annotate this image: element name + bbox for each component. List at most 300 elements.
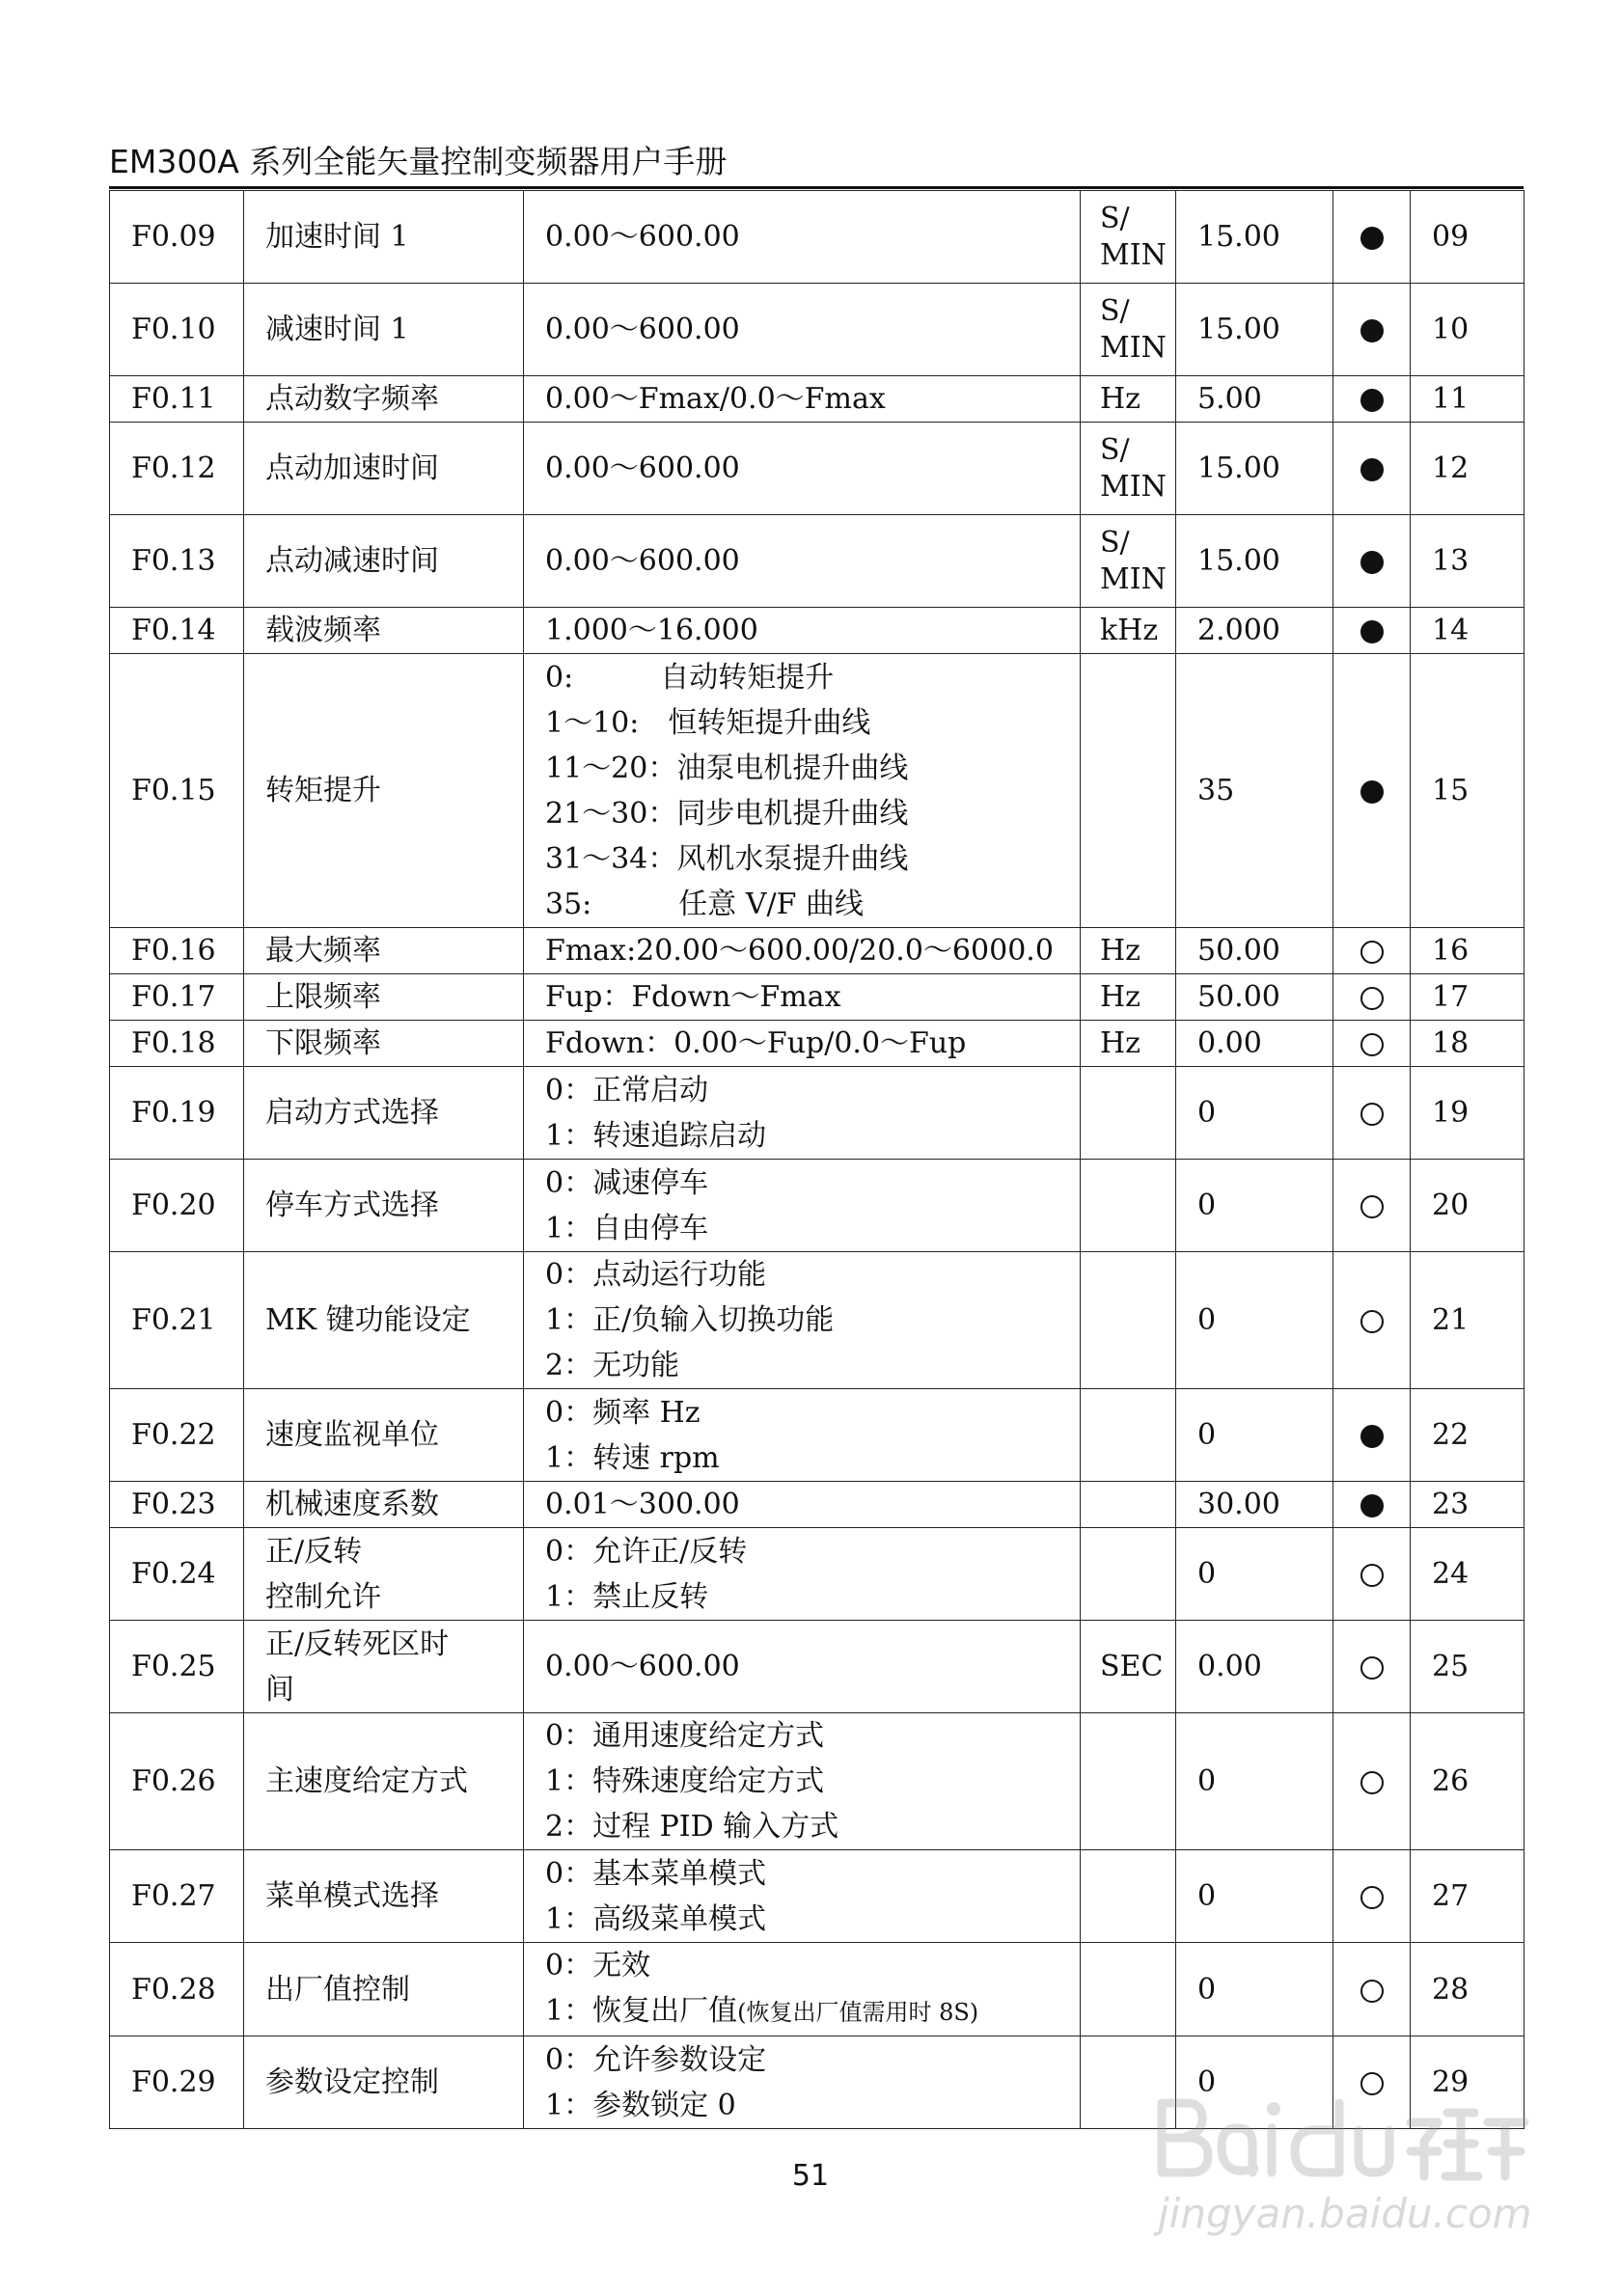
filled-circle-icon bbox=[1360, 620, 1384, 643]
param-attr-cell bbox=[1333, 1160, 1411, 1252]
param-code: F0.19 bbox=[131, 1096, 216, 1130]
param-unit-cell bbox=[1081, 1160, 1176, 1252]
param-name: 下限频率 bbox=[265, 1026, 381, 1060]
param-range-line: 0.00～600.00 bbox=[545, 220, 740, 254]
table-row bbox=[110, 1067, 1525, 1160]
param-range-cell bbox=[524, 1713, 1081, 1850]
param-range-line: 0：通用速度给定方式 bbox=[545, 1719, 825, 1753]
param-index-cell bbox=[1411, 1482, 1525, 1528]
param-index-cell bbox=[1411, 1252, 1525, 1389]
param-attr-cell bbox=[1333, 191, 1411, 284]
param-attr-cell bbox=[1333, 1850, 1411, 1943]
param-code-cell bbox=[110, 974, 244, 1021]
param-name-cell bbox=[244, 1943, 524, 2036]
table-row bbox=[110, 1850, 1525, 1943]
param-name-cell bbox=[244, 1850, 524, 1943]
param-range-line: 2：无功能 bbox=[545, 1349, 680, 1382]
param-range-cell bbox=[524, 974, 1081, 1021]
table-row bbox=[110, 284, 1525, 376]
param-attr-cell bbox=[1333, 515, 1411, 608]
param-name-cell bbox=[244, 928, 524, 974]
param-range-line: Fmax:20.00～600.00/20.0～6000.0 bbox=[545, 934, 1054, 968]
param-name: 点动加速时间 bbox=[265, 451, 439, 485]
param-range-cell bbox=[524, 284, 1081, 376]
param-unit: S/ bbox=[1100, 432, 1130, 467]
param-code-cell bbox=[110, 1252, 244, 1389]
param-unit: Hz bbox=[1100, 1026, 1140, 1060]
param-code-cell bbox=[110, 1067, 244, 1160]
empty-circle-icon bbox=[1360, 1195, 1384, 1218]
param-name-cell bbox=[244, 1160, 524, 1252]
param-range-line: 0：频率 Hz bbox=[545, 1395, 701, 1430]
table-row bbox=[110, 1713, 1525, 1850]
param-default-cell bbox=[1176, 1482, 1333, 1528]
param-attr-cell bbox=[1333, 1482, 1411, 1528]
empty-circle-icon bbox=[1360, 1103, 1384, 1126]
param-name: 转矩提升 bbox=[265, 774, 381, 807]
param-name: 点动数字频率 bbox=[265, 382, 439, 416]
param-range-line: 1：高级菜单模式 bbox=[545, 1901, 767, 1936]
param-range-line: 0: 自动转矩提升 bbox=[545, 660, 835, 695]
param-code: F0.26 bbox=[131, 1764, 216, 1798]
param-range-line: 0：正常启动 bbox=[545, 1073, 709, 1107]
param-code-cell bbox=[110, 2036, 244, 2129]
param-range-line: 1：禁止反转 bbox=[545, 1579, 709, 1614]
param-index-cell bbox=[1411, 515, 1525, 608]
table-row bbox=[110, 1621, 1525, 1713]
param-code: F0.25 bbox=[131, 1650, 216, 1683]
param-range-cell bbox=[524, 1389, 1081, 1482]
param-index-cell bbox=[1411, 974, 1525, 1021]
param-name-cell bbox=[244, 1621, 524, 1713]
param-index: 17 bbox=[1432, 980, 1470, 1014]
param-range-line: 0.01～300.00 bbox=[545, 1488, 740, 1521]
param-unit: SEC bbox=[1100, 1650, 1164, 1683]
param-code: F0.14 bbox=[131, 614, 216, 647]
param-attr-cell bbox=[1333, 1389, 1411, 1482]
param-range-line: 0：允许参数设定 bbox=[545, 2042, 767, 2077]
param-name: 载波频率 bbox=[265, 614, 381, 647]
param-default-cell bbox=[1176, 423, 1333, 515]
param-range-line: 21～30：同步电机提升曲线 bbox=[545, 796, 909, 831]
param-name-cell bbox=[244, 1482, 524, 1528]
param-default-cell bbox=[1176, 1850, 1333, 1943]
param-attr-cell bbox=[1333, 654, 1411, 928]
param-range-line: 0：无效 bbox=[545, 1949, 651, 1982]
param-range-cell bbox=[524, 1482, 1081, 1528]
param-default-value: 5.00 bbox=[1197, 382, 1262, 416]
param-range-cell bbox=[524, 1160, 1081, 1252]
param-name-cell bbox=[244, 191, 524, 284]
empty-circle-icon bbox=[1360, 1980, 1384, 2003]
param-default-cell bbox=[1176, 515, 1333, 608]
param-range-line: 31～34：风机水泵提升曲线 bbox=[545, 841, 909, 876]
param-default-value: 0 bbox=[1197, 1879, 1217, 1913]
param-range-cell bbox=[524, 1021, 1081, 1067]
param-name-cell bbox=[244, 1713, 524, 1850]
param-attr-cell bbox=[1333, 1067, 1411, 1160]
param-range-cell bbox=[524, 928, 1081, 974]
param-unit: kHz bbox=[1100, 614, 1159, 647]
param-index-cell bbox=[1411, 1621, 1525, 1713]
param-unit-cell bbox=[1081, 1621, 1176, 1713]
param-default-cell bbox=[1176, 928, 1333, 974]
empty-circle-icon bbox=[1360, 1771, 1384, 1794]
param-index: 28 bbox=[1432, 1972, 1470, 2007]
param-code: F0.12 bbox=[131, 451, 216, 485]
param-name-cell bbox=[244, 2036, 524, 2129]
param-default-value: 0 bbox=[1197, 1764, 1217, 1798]
empty-circle-icon bbox=[1360, 1886, 1384, 1909]
param-range-line: 0.00～600.00 bbox=[545, 313, 740, 346]
param-index-cell bbox=[1411, 1067, 1525, 1160]
param-index-cell bbox=[1411, 423, 1525, 515]
table-row bbox=[110, 376, 1525, 423]
param-unit-cell bbox=[1081, 1252, 1176, 1389]
param-unit-cell bbox=[1081, 423, 1176, 515]
param-attr-cell bbox=[1333, 1252, 1411, 1389]
param-attr-cell bbox=[1333, 1621, 1411, 1713]
param-unit: MIN bbox=[1100, 237, 1167, 272]
param-code-cell bbox=[110, 1621, 244, 1713]
param-range-cell bbox=[524, 1067, 1081, 1160]
param-index-cell bbox=[1411, 1850, 1525, 1943]
param-range-line: Fdown：0.00～Fup/0.0～Fup bbox=[545, 1026, 967, 1060]
param-unit-cell bbox=[1081, 608, 1176, 654]
param-code: F0.17 bbox=[131, 980, 216, 1014]
param-unit-cell bbox=[1081, 1067, 1176, 1160]
param-index: 26 bbox=[1432, 1764, 1470, 1798]
param-name-cell bbox=[244, 1528, 524, 1621]
empty-circle-icon bbox=[1360, 1033, 1384, 1056]
param-name: 正/反转死区时 bbox=[265, 1626, 450, 1661]
param-default-value: 50.00 bbox=[1197, 980, 1280, 1014]
table-row bbox=[110, 515, 1525, 608]
param-name: 停车方式选择 bbox=[265, 1189, 439, 1222]
filled-circle-icon bbox=[1360, 389, 1384, 412]
param-name: 正/反转 bbox=[265, 1534, 363, 1569]
param-code: F0.13 bbox=[131, 544, 216, 578]
param-range-line: 0.00～Fmax/0.0～Fmax bbox=[545, 382, 886, 416]
param-name-cell bbox=[244, 284, 524, 376]
param-unit-cell bbox=[1081, 1389, 1176, 1482]
param-name: 菜单模式选择 bbox=[265, 1879, 439, 1913]
param-default-value: 0 bbox=[1197, 1557, 1217, 1591]
param-unit-cell bbox=[1081, 1713, 1176, 1850]
param-code: F0.29 bbox=[131, 2065, 216, 2099]
param-name: 主速度给定方式 bbox=[265, 1764, 468, 1798]
param-attr-cell bbox=[1333, 423, 1411, 515]
param-unit: Hz bbox=[1100, 934, 1140, 968]
param-code-cell bbox=[110, 654, 244, 928]
param-default-cell bbox=[1176, 1160, 1333, 1252]
param-name: 出厂值控制 bbox=[265, 1972, 410, 2007]
param-default-value: 30.00 bbox=[1197, 1488, 1280, 1521]
param-default-value: 0 bbox=[1197, 1303, 1217, 1337]
param-code: F0.10 bbox=[131, 313, 216, 346]
param-index: 24 bbox=[1432, 1557, 1470, 1591]
param-default-cell bbox=[1176, 1252, 1333, 1389]
param-range-line: 0：允许正/反转 bbox=[545, 1534, 748, 1569]
param-index: 16 bbox=[1432, 934, 1470, 968]
param-code: F0.20 bbox=[131, 1189, 216, 1222]
param-default-value: 0 bbox=[1197, 1418, 1217, 1452]
param-name: 上限频率 bbox=[265, 980, 381, 1014]
table-row bbox=[110, 1389, 1525, 1482]
param-index: 22 bbox=[1432, 1418, 1470, 1452]
param-unit: MIN bbox=[1100, 561, 1167, 596]
table-row bbox=[110, 608, 1525, 654]
param-range-cell bbox=[524, 191, 1081, 284]
empty-circle-icon bbox=[1360, 1656, 1384, 1680]
param-default-value: 15.00 bbox=[1197, 544, 1280, 578]
param-name: 速度监视单位 bbox=[265, 1418, 439, 1452]
param-code: F0.15 bbox=[131, 774, 216, 807]
param-unit: Hz bbox=[1100, 382, 1140, 416]
param-index: 25 bbox=[1432, 1650, 1470, 1683]
filled-circle-icon bbox=[1360, 551, 1384, 574]
param-unit-cell bbox=[1081, 515, 1176, 608]
watermark-url: jingyan.baidu.com bbox=[1158, 2190, 1532, 2237]
param-index: 11 bbox=[1432, 382, 1470, 416]
param-index: 20 bbox=[1432, 1189, 1470, 1222]
table-row bbox=[110, 423, 1525, 515]
param-default-cell bbox=[1176, 1067, 1333, 1160]
param-unit: MIN bbox=[1100, 330, 1167, 365]
param-name: 间 bbox=[265, 1672, 294, 1707]
param-range-cell bbox=[524, 2036, 1081, 2129]
param-index-cell bbox=[1411, 191, 1525, 284]
param-unit: Hz bbox=[1100, 980, 1140, 1014]
param-default-value: 15.00 bbox=[1197, 313, 1280, 346]
param-default-cell bbox=[1176, 1528, 1333, 1621]
param-range-line: 2：过程 PID 输入方式 bbox=[545, 1810, 839, 1844]
baidu-logo-icon bbox=[1148, 2084, 1534, 2190]
table-row bbox=[110, 1482, 1525, 1528]
param-default-value: 0.00 bbox=[1197, 1026, 1262, 1060]
param-range-line: 0.00～600.00 bbox=[545, 451, 740, 485]
table-row bbox=[110, 1252, 1525, 1389]
param-attr-cell bbox=[1333, 1528, 1411, 1621]
param-name-cell bbox=[244, 423, 524, 515]
param-name-cell bbox=[244, 608, 524, 654]
filled-circle-icon bbox=[1360, 780, 1384, 804]
param-code: F0.21 bbox=[131, 1303, 216, 1337]
param-range-cell bbox=[524, 654, 1081, 928]
param-index-cell bbox=[1411, 654, 1525, 928]
param-name-cell bbox=[244, 515, 524, 608]
param-index: 29 bbox=[1432, 2065, 1470, 2099]
param-range-cell bbox=[524, 1850, 1081, 1943]
param-range-line: 0：减速停车 bbox=[545, 1165, 709, 1200]
param-name: 减速时间 1 bbox=[265, 313, 409, 346]
param-name: 加速时间 1 bbox=[265, 220, 409, 254]
param-code-cell bbox=[110, 608, 244, 654]
table-row bbox=[110, 1160, 1525, 1252]
param-range-cell bbox=[524, 1943, 1081, 2036]
param-code-cell bbox=[110, 284, 244, 376]
param-code: F0.22 bbox=[131, 1418, 216, 1452]
param-name: MK 键功能设定 bbox=[265, 1303, 471, 1337]
filled-circle-icon bbox=[1360, 1425, 1384, 1448]
param-default-cell bbox=[1176, 1389, 1333, 1482]
param-code-cell bbox=[110, 1943, 244, 2036]
param-default-value: 15.00 bbox=[1197, 451, 1280, 485]
param-name-cell bbox=[244, 1389, 524, 1482]
param-name-cell bbox=[244, 974, 524, 1021]
param-range-cell bbox=[524, 423, 1081, 515]
param-unit: MIN bbox=[1100, 469, 1167, 504]
param-code: F0.23 bbox=[131, 1488, 216, 1521]
baidu-jingyan-watermark bbox=[1148, 2084, 1534, 2248]
param-range-line: Fup：Fdown～Fmax bbox=[545, 980, 841, 1014]
param-attr-cell bbox=[1333, 1943, 1411, 2036]
empty-circle-icon bbox=[1360, 987, 1384, 1010]
param-range-line: 1：转速 rpm bbox=[545, 1440, 720, 1475]
param-unit-cell bbox=[1081, 1528, 1176, 1621]
filled-circle-icon bbox=[1360, 1494, 1384, 1517]
param-range-line: 1：特殊速度给定方式 bbox=[545, 1764, 825, 1798]
param-name-cell bbox=[244, 654, 524, 928]
param-unit-cell bbox=[1081, 284, 1176, 376]
param-range-cell bbox=[524, 515, 1081, 608]
param-range-cell bbox=[524, 1252, 1081, 1389]
param-range-line: 1.000～16.000 bbox=[545, 614, 758, 647]
param-range-line: 1：参数锁定 0 bbox=[545, 2088, 736, 2122]
table-row bbox=[110, 1943, 1525, 2036]
table-row bbox=[110, 191, 1525, 284]
table-row bbox=[110, 974, 1525, 1021]
param-default-value: 50.00 bbox=[1197, 934, 1280, 968]
param-index: 18 bbox=[1432, 1026, 1470, 1060]
param-code: F0.24 bbox=[131, 1557, 216, 1591]
param-attr-cell bbox=[1333, 376, 1411, 423]
param-default-cell bbox=[1176, 1021, 1333, 1067]
param-range-cell bbox=[524, 1621, 1081, 1713]
param-default-cell bbox=[1176, 1943, 1333, 2036]
param-code-cell bbox=[110, 515, 244, 608]
empty-circle-icon bbox=[1360, 941, 1384, 964]
param-name-cell bbox=[244, 1252, 524, 1389]
table-row bbox=[110, 1021, 1525, 1067]
param-name: 机械速度系数 bbox=[265, 1488, 439, 1521]
param-range-line: 0.00～600.00 bbox=[545, 544, 740, 578]
param-attr-cell bbox=[1333, 1021, 1411, 1067]
param-default-cell bbox=[1176, 1621, 1333, 1713]
param-code-cell bbox=[110, 1160, 244, 1252]
param-unit-cell bbox=[1081, 191, 1176, 284]
param-unit-cell bbox=[1081, 928, 1176, 974]
param-index-cell bbox=[1411, 1021, 1525, 1067]
filled-circle-icon bbox=[1360, 458, 1384, 481]
param-default-cell bbox=[1176, 1713, 1333, 1850]
param-index-cell bbox=[1411, 1943, 1525, 2036]
param-attr-cell bbox=[1333, 284, 1411, 376]
param-default-cell bbox=[1176, 974, 1333, 1021]
param-index: 10 bbox=[1432, 313, 1470, 346]
param-unit-cell bbox=[1081, 1021, 1176, 1067]
param-code: F0.18 bbox=[131, 1026, 216, 1060]
param-range-line: 1～10: 恒转矩提升曲线 bbox=[545, 705, 871, 740]
param-code-cell bbox=[110, 1389, 244, 1482]
param-code: F0.11 bbox=[131, 382, 216, 416]
param-unit-cell bbox=[1081, 1943, 1176, 2036]
param-index-cell bbox=[1411, 608, 1525, 654]
param-index-cell bbox=[1411, 376, 1525, 423]
param-default-value: 0 bbox=[1197, 1189, 1217, 1222]
param-unit-cell bbox=[1081, 1850, 1176, 1943]
param-name: 启动方式选择 bbox=[265, 1096, 439, 1130]
param-attr-cell bbox=[1333, 608, 1411, 654]
param-code-cell bbox=[110, 1021, 244, 1067]
param-index: 13 bbox=[1432, 544, 1470, 578]
param-code-cell bbox=[110, 423, 244, 515]
param-code-cell bbox=[110, 1528, 244, 1621]
param-index-cell bbox=[1411, 1160, 1525, 1252]
param-range-cell bbox=[524, 608, 1081, 654]
param-range-note: (恢复出厂值需用时 8S) bbox=[737, 1999, 979, 2026]
param-attr-cell bbox=[1333, 1713, 1411, 1850]
param-default-value: 35 bbox=[1197, 774, 1235, 807]
param-name-cell bbox=[244, 1021, 524, 1067]
param-range-line: 35: 任意 V/F 曲线 bbox=[545, 887, 864, 921]
param-index-cell bbox=[1411, 928, 1525, 974]
table-row bbox=[110, 654, 1525, 928]
param-name: 控制允许 bbox=[265, 1579, 381, 1614]
param-attr-cell bbox=[1333, 928, 1411, 974]
param-index: 09 bbox=[1432, 220, 1470, 254]
param-name: 最大频率 bbox=[265, 934, 381, 968]
param-name: 点动减速时间 bbox=[265, 544, 439, 578]
empty-circle-icon bbox=[1360, 1564, 1384, 1587]
param-code-cell bbox=[110, 1850, 244, 1943]
filled-circle-icon bbox=[1360, 227, 1384, 250]
param-index: 19 bbox=[1432, 1096, 1470, 1130]
param-name-cell bbox=[244, 376, 524, 423]
param-index: 12 bbox=[1432, 451, 1470, 485]
empty-circle-icon bbox=[1360, 1310, 1384, 1333]
param-code-cell bbox=[110, 928, 244, 974]
param-unit-cell bbox=[1081, 376, 1176, 423]
param-default-value: 0 bbox=[1197, 2065, 1217, 2099]
param-default-cell bbox=[1176, 376, 1333, 423]
param-default-value: 0 bbox=[1197, 1972, 1217, 2007]
param-index-cell bbox=[1411, 284, 1525, 376]
param-index: 23 bbox=[1432, 1488, 1470, 1521]
document-header-title: EM300A 系列全能矢量控制变频器用户手册 bbox=[109, 143, 728, 180]
param-name-cell bbox=[244, 1067, 524, 1160]
param-index: 14 bbox=[1432, 614, 1470, 647]
param-default-value: 0.00 bbox=[1197, 1650, 1262, 1683]
param-code: F0.28 bbox=[131, 1972, 216, 2007]
page-number: 51 bbox=[791, 2159, 830, 2193]
param-code: F0.09 bbox=[131, 220, 216, 254]
param-default-cell bbox=[1176, 654, 1333, 928]
parameter-table bbox=[109, 190, 1525, 2129]
param-range-line: 0：基本菜单模式 bbox=[545, 1856, 767, 1891]
param-code-cell bbox=[110, 1713, 244, 1850]
param-unit: S/ bbox=[1100, 525, 1130, 560]
param-unit-cell bbox=[1081, 974, 1176, 1021]
param-code-cell bbox=[110, 1482, 244, 1528]
param-name: 参数设定控制 bbox=[265, 2065, 439, 2099]
filled-circle-icon bbox=[1360, 319, 1384, 342]
param-code-cell bbox=[110, 191, 244, 284]
param-unit: S/ bbox=[1100, 201, 1130, 235]
param-index: 15 bbox=[1432, 774, 1470, 807]
param-unit: S/ bbox=[1100, 293, 1130, 328]
param-range-line: 11～20：油泵电机提升曲线 bbox=[545, 751, 909, 785]
